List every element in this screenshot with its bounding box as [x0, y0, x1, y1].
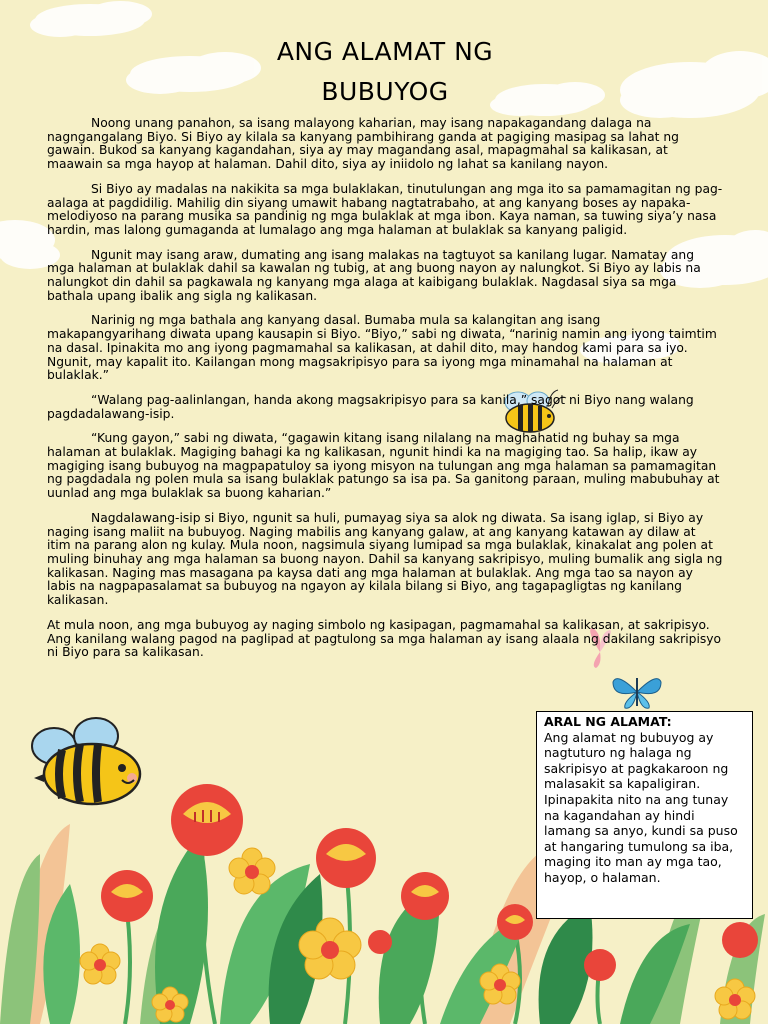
story-paragraph: Noong unang panahon, sa isang malayong kaharian, may isang napakagandang dalaga na nagngangalang Biyo. Si Biyo ay kilala sa kanyang pambihirang ganda at pagiging masipag sa lahat ng gawain. Bukod sa kanyang kagandahan, siya ay may magandang asal, mapagmahal sa kalikasan, at maawain sa mga hayop at halaman. Dahil dito, siya ay iniidolo ng lahat sa kanilang nayon.: [47, 116, 679, 172]
moral-box: [536, 711, 753, 919]
story-paragraph: Si Biyo ay madalas na nakikita sa mga bulaklakan, tinutulungan ang mga ito sa pamamagitan ng pag-aalaga at pagdidilig. Mahilig din siyang umawit habang nagtatrabaho, at ang kanyang boses ay napaka-melodiyoso na parang musika sa pandinig ng mga bulaklak at mga ibon. Kaya naman, sa tuwing siya’y nasa hardin, mas lalong gumaganda at lumalago ang mga halaman at bulaklak sa kanyang paligid.: [47, 181, 723, 237]
story-paragraph: At mula noon, ang mga bubuyog ay naging simbolo ng kasipagan, pagmamahal sa kalikasan, at sakripisyo. Ang kanilang walang pagod na paglipad at pagtulong sa mga halaman ay isang alaala ng dakilang sakripisyo ni Biyo para sa kalikasan.: [47, 617, 722, 660]
flower-icon: [497, 904, 533, 940]
flower-icon: [80, 944, 120, 984]
flower-icon: [722, 922, 758, 958]
flower-icon: [229, 848, 275, 894]
cloud-icon: [30, 1, 152, 37]
butterfly-icon: [613, 678, 661, 708]
story-body: [47, 117, 723, 671]
title-line-1: ANG ALAMAT NG: [276, 37, 494, 66]
story-paragraph: Ngunit may isang araw, dumating ang isang malakas na tagtuyot sa kanilang lugar. Namatay ang mga halaman at bulaklak dahil sa kawalan ng tubig, at ang buong nayon ay nalungkot. Si Biyo ay labis na nalungkot din dahil sa pagkawala ng kanyang mga alaga at kaibigang bulaklak. Nagdasal siya sa mga bathala upang ibalik ang sigla ng kalikasan.: [47, 247, 701, 303]
moral-text: Ang alamat ng bubuyog ay nagtuturo ng halaga ng sakripisyo at pagkakaroon ng malasakit sa kapaligiran. Ipinapakita nito na ang tunay na kagandahan ay hindi lamang sa anyo, kundi sa puso at hangaring tumulong sa iba, maging ito man ay mga tao, hayop, o halaman.: [544, 729, 738, 885]
flower-icon: [101, 870, 153, 922]
moral-heading: ARAL NG ALAMAT:: [544, 714, 672, 729]
page-title: [230, 32, 540, 112]
bee-icon: [32, 718, 140, 804]
flower-icon: [171, 784, 243, 856]
story-paragraph: “Kung gayon,” sabi ng diwata, “gagawin kitang isang nilalang na maghahatid ng buhay sa mga halaman at bulaklak. Magiging bahagi ka ng kalikasan, ngunit hindi ka na magiging tao. Sa halip, ikaw ay magiging isang bubuyog na magpapatuloy sa iyong misyon na tulungan ang mga halaman sa pamamagitan ng pagdadala ng polen mula sa isang bulaklak patungo sa isa pa. Sa ganitong paraan, muling mabubuhay at uunlad ang mga bulaklak sa buong kaharian.”: [47, 431, 720, 501]
story-paragraph: Nagdalawang-isip si Biyo, ngunit sa huli, pumayag siya sa alok ng diwata. Sa isang iglap, si Biyo ay naging isang maliit na bubuyog. Naging mabilis ang kanyang galaw, at ang kanyang katawan ay dilaw at itim na parang alon ng kulay. Mula noon, nagsimula siyang lumipad sa mga bulaklak, kinakalat ang polen at muling binuhay ang mga halaman sa buong nayon. Dahil sa kanyang sakripisyo, muling bumalik ang sigla ng kalikasan. Naging mas masagana pa kaysa dati ang mga halaman at bulaklak. Ang mga tao sa nayon ay labis na nagpapasalamat sa bubuyog na ngayon ay kilala bilang si Biyo, ang tagapagligtas ng kanilang kalikasan.: [47, 510, 723, 608]
story-paragraph: “Walang pag-aalinlangan, handa akong magsakripisyo para sa kanila,” sagot ni Biyo nang walang pagdadalawang-isip.: [47, 392, 694, 421]
flower-icon: [401, 872, 449, 920]
flower-icon: [368, 930, 392, 954]
story-paragraph: Narinig ng mga bathala ang kanyang dasal. Bumaba mula sa kalangitan ang isang makapangyarihang diwata upang kausapin si Biyo. “Biyo,” sabi ng diwata, “narinig namin ang iyong taimtim na dasal. Ipinakita mo ang iyong pagmamahal sa kalikasan, at dahil dito, may handog kami para sa iyo. Ngunit, may kapalit ito. Kailangan mong magsakripisyo para sa iyong mga minamahal na halaman at bulaklak.”: [47, 313, 717, 383]
flower-icon: [316, 828, 376, 888]
flower-icon: [584, 949, 616, 981]
title-line-2: BUBUYOG: [321, 77, 449, 106]
cloud-icon: [620, 51, 768, 118]
